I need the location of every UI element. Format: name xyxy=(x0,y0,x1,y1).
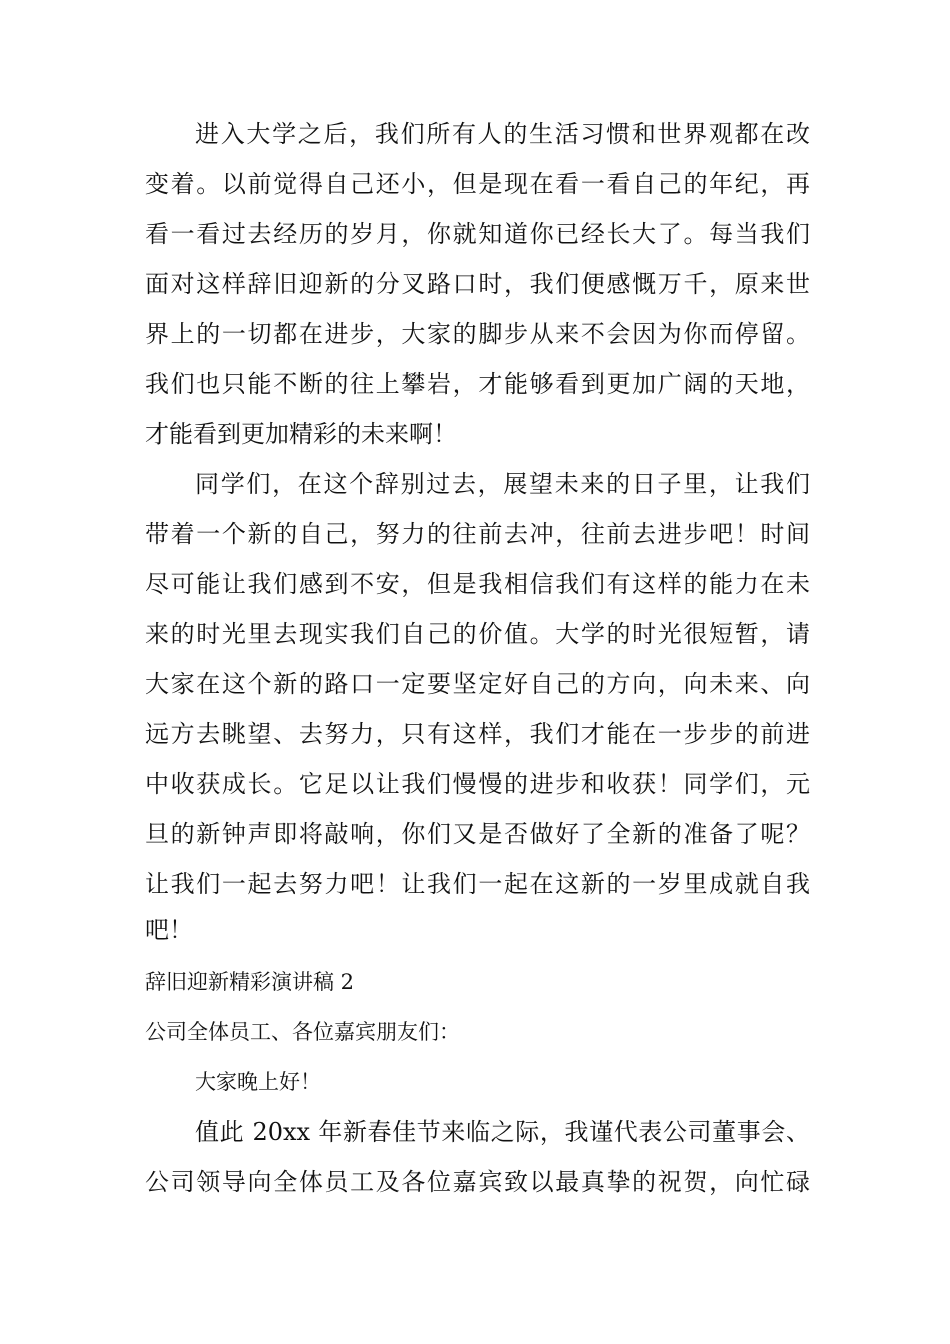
paragraph-line: 大家在这个新的路口一定要坚定好自己的方向，向未来、向 xyxy=(145,670,810,698)
paragraph-line: 进入大学之后，我们所有人的生活习惯和世界观都在改 xyxy=(195,120,810,148)
paragraph-line: 尽可能让我们感到不安，但是我相信我们有这样的能力在未 xyxy=(145,570,810,598)
paragraph-line: 吧！ xyxy=(145,916,193,944)
paragraph-line: 看一看过去经历的岁月，你就知道你已经长大了。每当我们 xyxy=(145,220,810,248)
greeting: 大家晚上好！ xyxy=(195,1070,321,1094)
paragraph-line: 远方去眺望、去努力，只有这样，我们才能在一步步的前进 xyxy=(145,720,810,748)
section-title: 辞旧迎新精彩演讲稿 2 xyxy=(145,970,355,994)
paragraph-line: 我们也只能不断的往上攀岩，才能够看到更加广阔的天地， xyxy=(145,370,810,398)
paragraph-line: 来的时光里去现实我们自己的价值。大学的时光很短暂，请 xyxy=(145,620,810,648)
paragraph-line: 让我们一起去努力吧！让我们一起在这新的一岁里成就自我 xyxy=(145,870,810,898)
paragraph-line: 旦的新钟声即将敲响，你们又是否做好了全新的准备了呢？ xyxy=(145,820,810,848)
paragraph-line: 才能看到更加精彩的未来啊！ xyxy=(145,420,457,448)
paragraph-line: 中收获成长。它足以让我们慢慢的进步和收获！同学们，元 xyxy=(145,770,810,798)
salutation: 公司全体员工、各位嘉宾朋友们： xyxy=(145,1020,460,1044)
paragraph-line: 同学们，在这个辞别过去，展望未来的日子里，让我们 xyxy=(195,470,810,498)
paragraph-line: 公司领导向全体员工及各位嘉宾致以最真挚的祝贺，向忙碌 xyxy=(145,1168,810,1196)
paragraph-line: 界上的一切都在进步，大家的脚步从来不会因为你而停留。 xyxy=(145,320,810,348)
paragraph-line: 面对这样辞旧迎新的分叉路口时，我们便感慨万千，原来世 xyxy=(145,270,810,298)
paragraph-line: 带着一个新的自己，努力的往前去冲，往前去进步吧！时间 xyxy=(145,520,810,548)
paragraph-line: 值此 20xx 年新春佳节来临之际，我谨代表公司董事会、 xyxy=(195,1118,810,1146)
paragraph-line: 变着。以前觉得自己还小，但是现在看一看自己的年纪，再 xyxy=(145,170,810,198)
